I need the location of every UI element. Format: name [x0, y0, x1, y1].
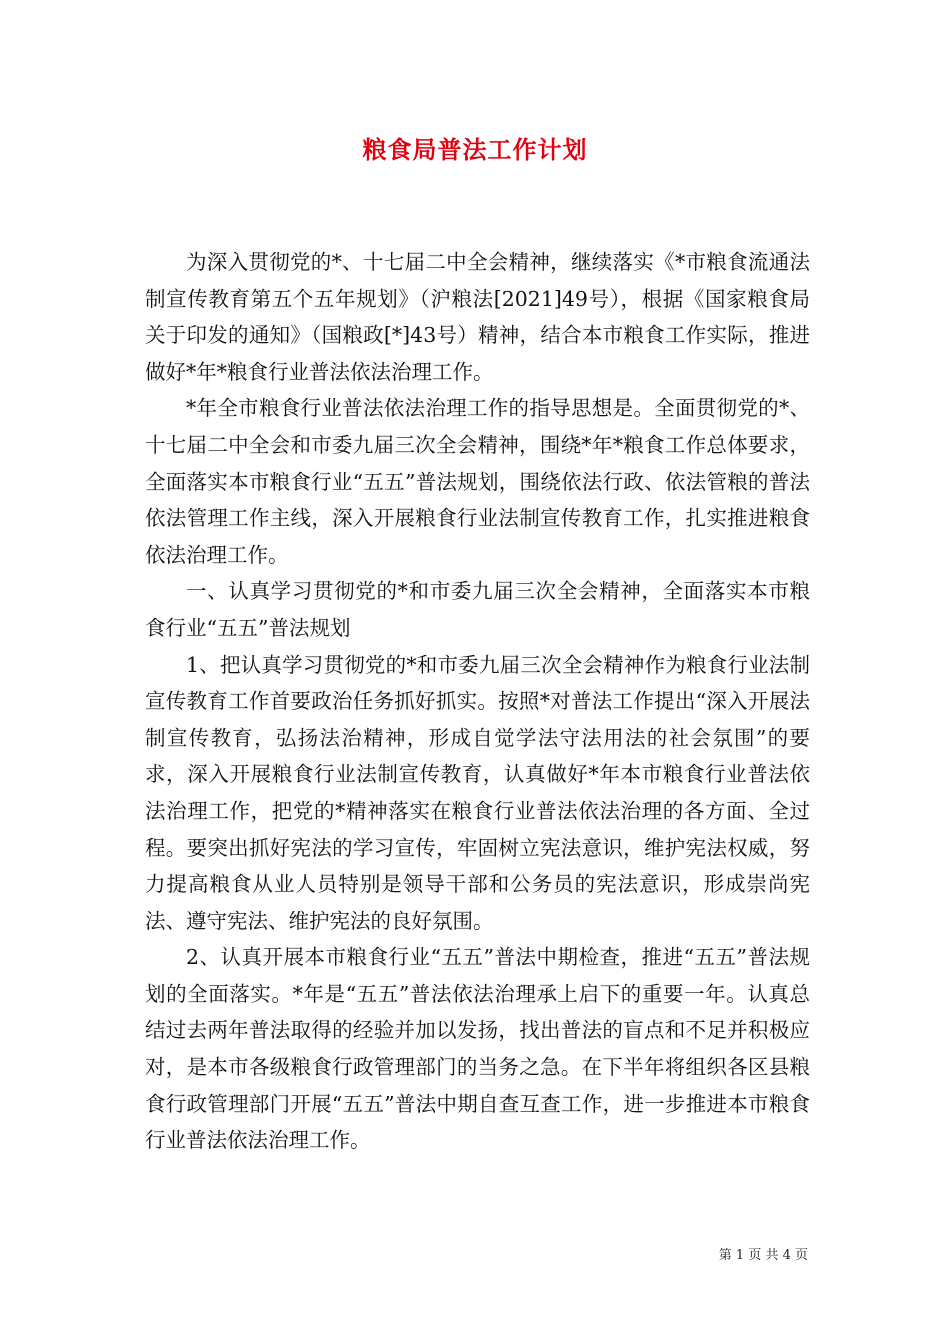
page-number-footer: 第 1 页 共 4 页 — [718, 1248, 808, 1263]
document-title: 粮食局普法工作计划 — [362, 135, 588, 164]
paragraph-item-2: 2、认真开展本市粮食行业“五五”普法中期检查，推进“五五”普法规划的全面落实。*年是“五五”普法依法治理承上启下的重要一年。认真总结过去两年普法取得的经验并加以发扬，找出普法的盲点和不足并积极应对，是本市各级粮食行政管理部门的当务之急。在下半年将组织各区县粮食行政管理部门开展“五五”普法中期自查互查工作，进一步推进本市粮食行业普法依法治理工作。 — [145, 945, 810, 1153]
paragraph-guiding-ideology: *年全市粮食行业普法依法治理工作的指导思想是。全面贯彻党的*、十七届二中全会和市委九届三次全会精神，围绕*年*粮食工作总体要求，全面落实本市粮食行业“五五”普法规划，围绕依法行政、依法管粮的普法依法管理工作主线，深入开展粮食行业法制宣传教育工作，扎实推进粮食依法治理工作。 — [145, 396, 810, 567]
document-body — [145, 244, 810, 1159]
section-heading-one: 一、认真学习贯彻党的*和市委九届三次全会精神，全面落实本市粮食行业“五五”普法规划 — [145, 579, 810, 640]
paragraph-item-1: 1、把认真学习贯彻党的*和市委九届三次全会精神作为粮食行业法制宣传教育工作首要政治任务抓好抓实。按照*对普法工作提出“深入开展法制宣传教育，弘扬法治精神，形成自觉学法守法用法的社会氛围”的要求，深入开展粮食行业法制宣传教育，认真做好*年本市粮食行业普法依法治理工作，把党的*精神落实在粮食行业普法依法治理的各方面、全过程。要突出抓好宪法的学习宣传，牢固树立宪法意识，维护宪法权威，努力提高粮食从业人员特别是领导干部和公务员的宪法意识，形成崇尚宪法、遵守宪法、维护宪法的良好氛围。 — [145, 652, 810, 933]
paragraph-intro: 为深入贯彻党的*、十七届二中全会精神，继续落实《*市粮食流通法制宣传教育第五个五年规划》（沪粮法[2021]49号），根据《国家粮食局关于印发的通知》（国粮政[*]43号）精神，结合本市粮食工作实际，推进做好*年*粮食行业普法依法治理工作。 — [145, 250, 810, 384]
